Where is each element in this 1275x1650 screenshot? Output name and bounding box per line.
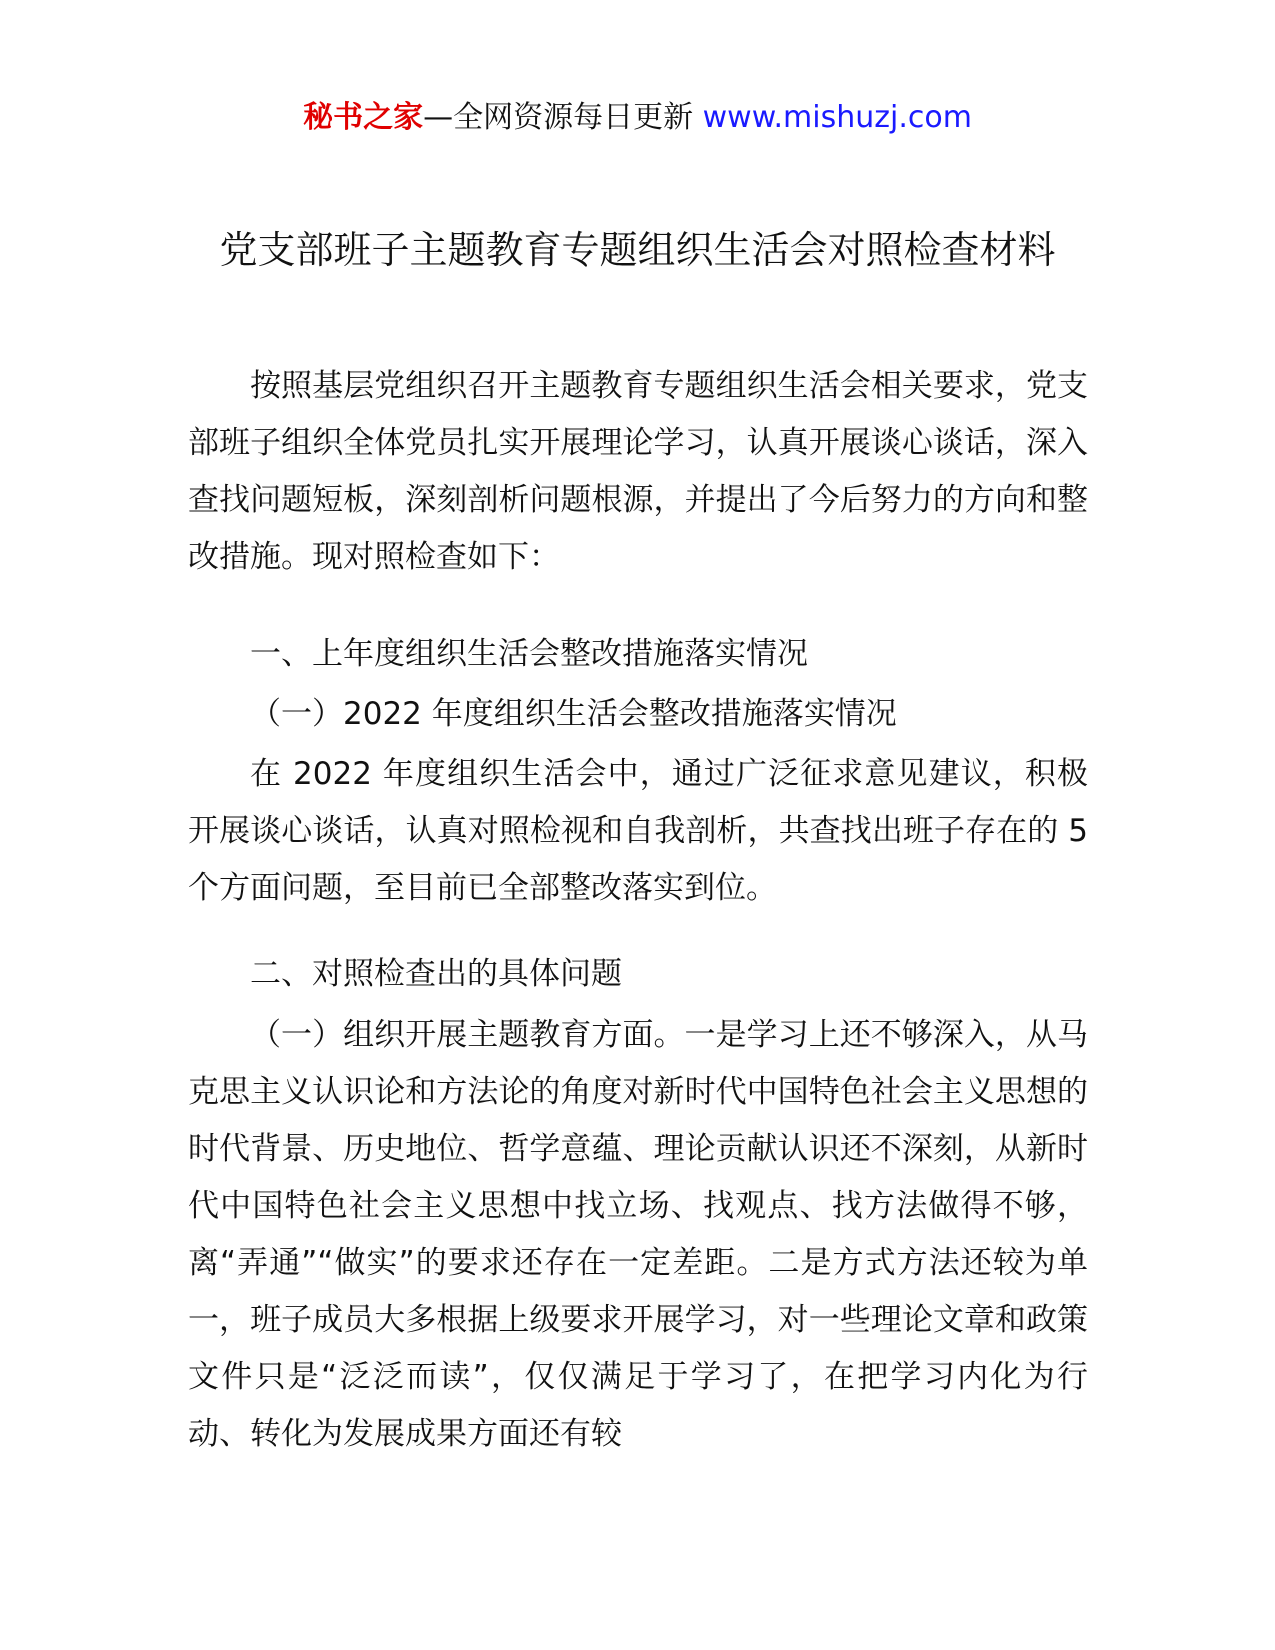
- site-brand: 秘书之家: [303, 100, 424, 135]
- section-2-heading-block: [188, 946, 1088, 1003]
- site-slogan: —全网资源每日更新: [423, 100, 694, 135]
- section-2-heading: 二、对照检查出的具体问题: [250, 956, 622, 992]
- section-1-heading-block: [188, 626, 1088, 683]
- document-title: 党支部班子主题教育专题组织生活会对照检查材料: [219, 228, 1056, 272]
- section-1-paragraph-block: [188, 746, 1088, 917]
- site-header: [0, 98, 1275, 138]
- section-1-heading: 一、上年度组织生活会整改措施落实情况: [250, 636, 808, 672]
- intro-paragraph-block: [188, 358, 1088, 586]
- site-url-link[interactable]: www.mishuzj.com: [702, 100, 972, 135]
- section-1-subheading: （一）2022 年度组织生活会整改措施落实情况: [250, 696, 897, 732]
- section-1-paragraph: 在 2022 年度组织生活会中，通过广泛征求意见建议，积极开展谈心谈话，认真对照检视和自我剖析，共查找出班子存在的 5 个方面问题，至目前已全部整改落实到位。: [188, 756, 1088, 906]
- section-2-paragraph-block: [188, 1007, 1088, 1463]
- section-2-paragraph: （一）组织开展主题教育方面。一是学习上还不够深入，从马克思主义认识论和方法论的角度对新时代中国特色社会主义思想的时代背景、历史地位、哲学意蕴、理论贡献认识还不深刻，从新时代中国特色社会主义思想中找立场、找观点、找方法做得不够，离“弄通”“做实”的要求还存在一定差距。二是方式方法还较为单一，班子成员大多根据上级要求开展学习，对一些理论文章和政策文件只是“泛泛而读”，仅仅满足于学习了，在把学习内化为行动、转化为发展成果方面还有较: [188, 1017, 1088, 1452]
- section-1-subheading-block: [188, 686, 1088, 743]
- intro-paragraph: 按照基层党组织召开主题教育专题组织生活会相关要求，党支部班子组织全体党员扎实开展理论学习，认真开展谈心谈话，深入查找问题短板，深刻剖析问题根源，并提出了今后努力的方向和整改措施。现对照检查如下：: [188, 368, 1088, 575]
